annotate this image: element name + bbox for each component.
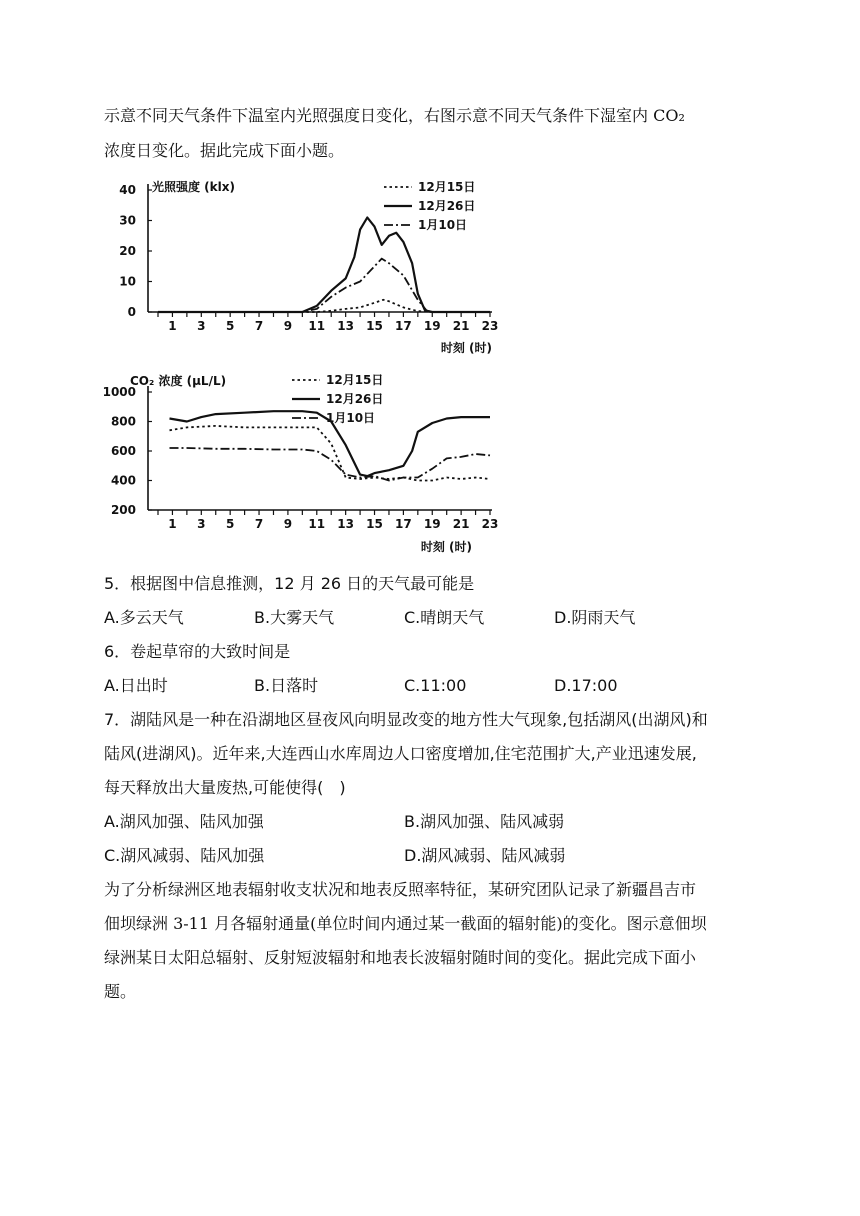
- q5-option-a[interactable]: A.多云天气: [104, 608, 184, 627]
- light-x-tick-label: 23: [481, 319, 499, 333]
- co2-chart-axes: [103, 373, 499, 554]
- co2-y-tick-label: 200: [110, 503, 136, 517]
- co2-x-tick-label: 5: [225, 517, 235, 531]
- question-6-stem: 6．卷起草帘的大致时间是: [104, 642, 291, 661]
- light-x-tick-label: 1: [168, 319, 177, 333]
- q7-option-a[interactable]: A.湖风加强、陆风加强: [104, 812, 264, 831]
- co2-x-tick-label: 7: [254, 517, 264, 531]
- light-series-line-3: [158, 259, 490, 312]
- light-chart-legend: [384, 180, 475, 232]
- light-legend-label-2: 12月26日: [418, 199, 476, 213]
- co2-y-axis-label: CO₂ 浓度 (μL/L): [130, 374, 227, 388]
- q7-option-c[interactable]: C.湖风减弱、陆风加强: [104, 846, 265, 865]
- co2-series-line-1: [170, 426, 491, 481]
- light-x-tick-label: 21: [452, 319, 470, 333]
- light-y-tick-label: 20: [119, 244, 136, 258]
- light-legend-label-1: 12月15日: [418, 180, 476, 194]
- light-x-tick-label: 3: [197, 319, 206, 333]
- co2-x-tick-label: 1: [168, 517, 177, 531]
- co2-x-tick-label: 9: [283, 517, 293, 531]
- light-x-tick-label: 9: [283, 319, 293, 333]
- light-x-tick-label: 17: [395, 319, 412, 333]
- light-legend-label-3: 1月10日: [418, 218, 468, 232]
- co2-x-tick-label: 11: [308, 517, 326, 531]
- light-y-tick-label: 40: [119, 183, 136, 197]
- passage-2-line-3: 绿洲某日太阳总辐射、反射短波辐射和地表长波辐射随时间的变化。据此完成下面小: [104, 948, 697, 967]
- q7-option-b[interactable]: B.湖风加强、陆风减弱: [404, 812, 565, 831]
- co2-x-tick-label: 3: [197, 517, 206, 531]
- question-5-stem: 5．根据图中信息推测，12 月 26 日的天气最可能是: [104, 574, 475, 593]
- question-7-line-1: 7．湖陆风是一种在沿湖地区昼夜风向明显改变的地方性大气现象,包括湖风(出湖风)和: [104, 710, 708, 729]
- co2-legend-label-1: 12月15日: [326, 373, 384, 387]
- light-intensity-chart: [100, 172, 510, 364]
- q6-option-b[interactable]: B.日落时: [254, 676, 319, 695]
- passage-2-line-2: 佃坝绿洲 3-11 月各辐射通量(单位时间内通过某一截面的辐射能)的变化。图示意佃坝: [104, 914, 707, 933]
- co2-x-axis-label: 时刻 (时): [420, 540, 472, 554]
- co2-y-tick-label: 600: [110, 444, 136, 458]
- q6-option-a[interactable]: A.日出时: [104, 676, 168, 695]
- co2-legend-label-2: 12月26日: [326, 392, 384, 406]
- co2-y-tick-label: 1000: [102, 385, 136, 399]
- co2-x-tick-label: 17: [395, 517, 412, 531]
- intro-line-1: 示意不同天气条件下温室内光照强度日变化，右图示意不同天气条件下湿室内 CO₂: [104, 106, 685, 125]
- q5-option-c[interactable]: C.晴朗天气: [404, 608, 485, 627]
- light-x-tick-label: 15: [366, 319, 383, 333]
- co2-x-tick-label: 13: [337, 517, 355, 531]
- q7-option-d[interactable]: D.湖风减弱、陆风减弱: [404, 846, 566, 865]
- passage-2-line-4: 题。: [104, 982, 137, 1001]
- light-x-tick-label: 5: [225, 319, 235, 333]
- light-x-tick-label: 13: [337, 319, 355, 333]
- light-y-axis-label: 光照强度 (klx): [152, 180, 235, 194]
- q5-option-d[interactable]: D.阴雨天气: [554, 608, 636, 627]
- light-x-tick-label: 11: [308, 319, 326, 333]
- co2-x-tick-label: 21: [452, 517, 470, 531]
- co2-x-tick-label: 23: [481, 517, 499, 531]
- q5-option-b[interactable]: B.大雾天气: [254, 608, 335, 627]
- light-series-line-1: [158, 300, 490, 312]
- light-y-tick-label: 0: [127, 305, 136, 319]
- co2-x-tick-label: 15: [366, 517, 383, 531]
- passage-2-line-1: 为了分析绿洲区地表辐射收支状况和地表反照率特征，某研究团队记录了新疆昌吉市: [104, 880, 697, 899]
- light-y-tick-label: 10: [119, 274, 136, 289]
- co2-concentration-chart: [100, 370, 510, 562]
- intro-line-2: 浓度日变化。据此完成下面小题。: [104, 141, 345, 160]
- co2-chart-legend: [292, 373, 383, 425]
- question-7-line-3: 每天释放出大量废热,可能使得( ): [104, 778, 346, 797]
- co2-y-tick-label: 800: [110, 414, 136, 429]
- light-y-tick-label: 30: [119, 213, 136, 228]
- light-x-tick-label: 7: [254, 319, 264, 333]
- co2-y-tick-label: 400: [110, 473, 136, 488]
- co2-x-tick-label: 19: [423, 517, 441, 531]
- question-7-line-2: 陆风(进湖风)。近年来,大连西山水库周边人口密度增加,住宅范围扩大,产业迅速发展,: [104, 744, 697, 763]
- light-x-axis-label: 时刻 (时): [440, 341, 492, 355]
- co2-legend-label-3: 1月10日: [326, 411, 376, 425]
- light-x-tick-label: 19: [423, 319, 441, 333]
- q6-option-d[interactable]: D.17:00: [554, 676, 618, 695]
- co2-series-line-3: [170, 448, 491, 481]
- q6-option-c[interactable]: C.11:00: [404, 676, 467, 695]
